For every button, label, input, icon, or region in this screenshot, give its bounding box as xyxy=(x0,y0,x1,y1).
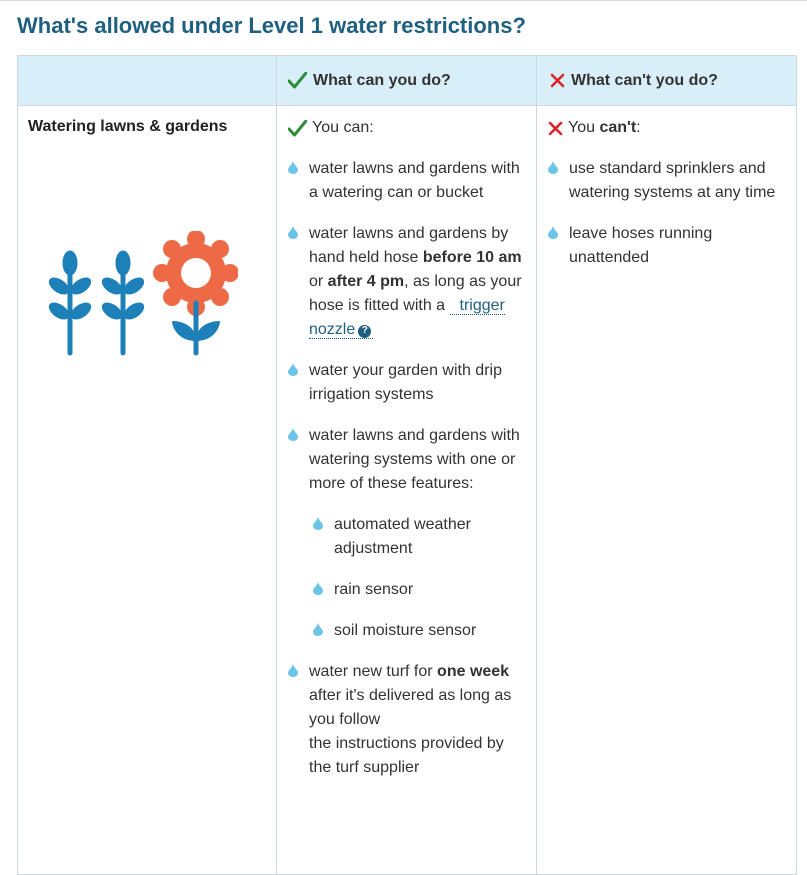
header-can-label: What can you do? xyxy=(313,71,451,89)
water-drop-icon xyxy=(288,428,298,441)
cant-intro xyxy=(548,116,788,140)
trigger-nozzle-link-text: trigger nozzle xyxy=(309,297,505,338)
water-drop-icon xyxy=(288,363,298,376)
can-intro-text: You can: xyxy=(312,119,374,136)
water-drop-icon xyxy=(548,161,558,174)
can-list-continued xyxy=(288,660,523,780)
restrictions-table xyxy=(17,55,797,875)
list-item-text: leave hoses running unattended xyxy=(569,225,713,266)
water-drop-icon xyxy=(313,517,323,530)
check-icon xyxy=(288,120,307,137)
sublist-item-text: soil moisture sensor xyxy=(334,622,477,639)
list-item-text: water new turf for xyxy=(309,663,438,680)
can-column xyxy=(288,116,523,780)
list-item-text: water lawns and gardens with watering systems with one or more of these features: xyxy=(309,427,520,492)
list-item-text: water lawns and gardens with a watering can or bucket xyxy=(309,160,520,201)
list-item-text: use standard sprinklers and watering systems at any time xyxy=(569,160,776,201)
cant-intro-suffix: : xyxy=(636,119,641,136)
table-header-row xyxy=(18,56,796,106)
list-item xyxy=(548,222,788,270)
list-item-text: or xyxy=(309,273,328,290)
list-item xyxy=(288,157,523,205)
header-cant xyxy=(550,56,718,105)
column-divider xyxy=(276,56,277,874)
sublist-item xyxy=(313,513,523,561)
list-item-text: water lawns and gardens by hand held hose xyxy=(309,225,509,266)
cant-column xyxy=(548,116,788,270)
top-divider xyxy=(0,0,807,1)
plant-icon xyxy=(48,251,93,353)
column-divider xyxy=(536,56,537,874)
water-drop-icon xyxy=(288,226,298,239)
cant-intro-prefix: You xyxy=(568,119,600,136)
list-item xyxy=(288,359,523,407)
cant-list xyxy=(548,157,788,270)
cross-icon xyxy=(548,121,563,136)
sublist-item xyxy=(313,578,523,602)
flower-icon xyxy=(153,231,238,353)
list-item-bold: one week xyxy=(437,663,510,680)
question-circle-icon[interactable]: ? xyxy=(358,325,371,338)
row-label: Watering lawns & gardens xyxy=(28,118,228,135)
page-title: What's allowed under Level 1 water restrictions? xyxy=(17,13,526,38)
column-divider xyxy=(276,56,277,105)
list-item-bold: after 4 pm xyxy=(327,273,405,290)
plants-flower-illustration xyxy=(48,231,238,366)
list-item-bold: before 10 am xyxy=(422,249,522,266)
list-item xyxy=(288,424,523,496)
water-drop-icon xyxy=(313,623,323,636)
list-item xyxy=(288,222,523,342)
list-item-text: water your garden with drip irrigation systems xyxy=(309,362,502,403)
sublist-item xyxy=(313,619,523,643)
features-sublist xyxy=(288,513,523,643)
header-can xyxy=(288,56,451,105)
list-item xyxy=(288,660,523,780)
sublist-item-text: rain sensor xyxy=(334,581,414,598)
check-icon xyxy=(288,72,307,89)
water-drop-icon xyxy=(313,582,323,595)
column-divider xyxy=(536,56,537,105)
list-item-text: the instructions provided by the turf supplier xyxy=(309,735,504,776)
water-drop-icon xyxy=(548,226,558,239)
cross-icon xyxy=(550,73,565,88)
can-intro xyxy=(288,116,523,140)
header-cant-label: What can't you do? xyxy=(571,71,718,89)
sublist-item-text: automated weather adjustment xyxy=(334,516,471,557)
list-item-text: after it's delivered as long as you follow xyxy=(309,687,512,728)
list-item-text: , as long as your hose is fitted with a xyxy=(309,273,522,314)
cant-intro-bold: can't xyxy=(599,119,637,136)
water-drop-icon xyxy=(288,664,298,677)
plant-icon xyxy=(100,251,147,353)
can-list xyxy=(288,157,523,496)
water-drop-icon xyxy=(288,161,298,174)
list-item xyxy=(548,157,788,205)
